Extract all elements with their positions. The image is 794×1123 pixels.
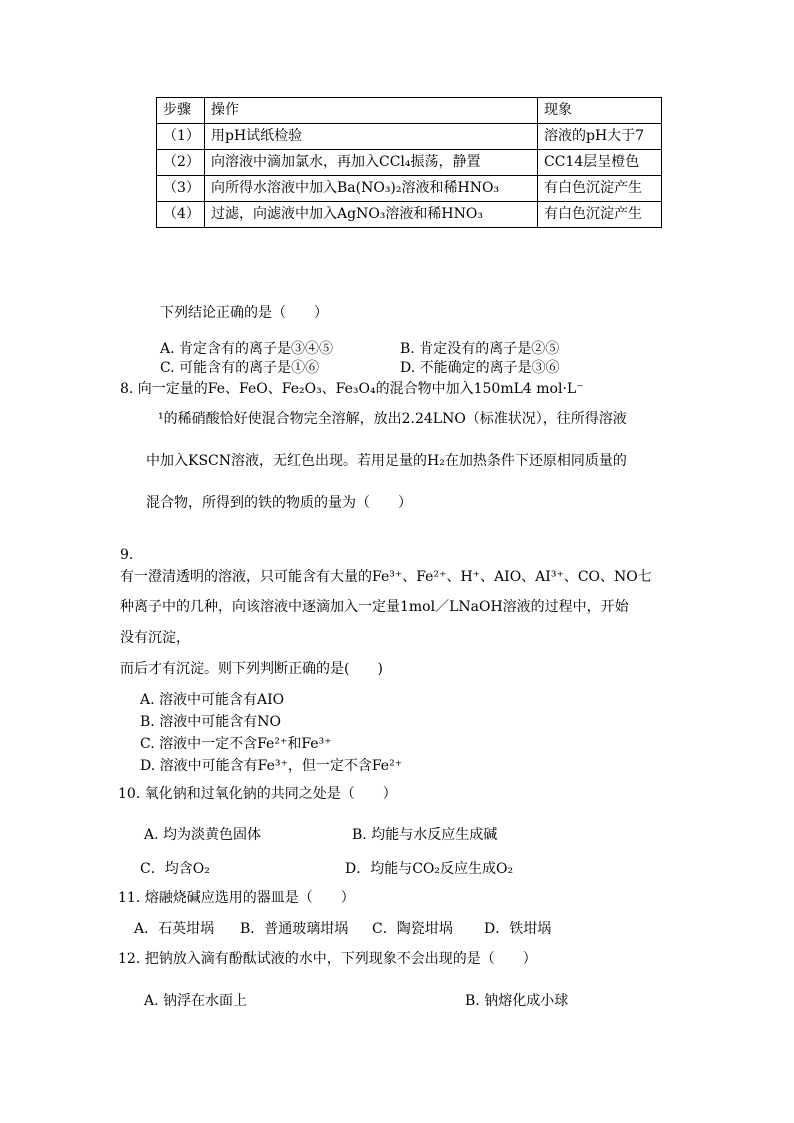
operation-cell: 过滤，向滤液中加入AgNO₃溶液和稀HNO₃ (205, 202, 538, 228)
q7-option-c: C. 可能含有的离子是①⑥ (160, 360, 320, 376)
q11-option-d: D．铁坩埚 (484, 921, 552, 937)
q10-prompt: 10. 氧化钠和过氧化钠的共同之处是（ ） (118, 786, 397, 802)
q8-line-1: 8. 向一定量的Fe、FeO、Fe₂O₃、Fe₃O₄的混合物中加入150mL4 mol·L⁻ (120, 381, 584, 397)
table-row (157, 176, 662, 202)
phenomenon-cell: 有白色沉淀产生 (538, 176, 662, 202)
q9-line-1: 有一澄清透明的溶液，只可能含有大量的Fe³⁺、Fe²⁺、H⁺、AIO、AI³⁺、CO、NO七 (120, 569, 652, 585)
operation-cell: 用pH试纸检验 (205, 124, 538, 150)
q11-option-c: C．陶瓷坩埚 (372, 921, 453, 937)
operation-cell: 向溶液中滴加氯水，再加入CCl₄振荡，静置 (205, 150, 538, 176)
q9-line-4: 而后才有沉淀。则下列判断正确的是( ) (120, 661, 383, 677)
table-row (157, 124, 662, 150)
q12-option-b: B. 钠熔化成小球 (465, 993, 569, 1009)
step-cell: （4） (157, 202, 205, 228)
table-header-row (157, 98, 662, 124)
q11-prompt: 11. 熔融烧碱应选用的器皿是（ ） (118, 890, 355, 906)
q7-option-b: B. 肯定没有的离子是②⑤ (400, 341, 560, 357)
table-row (157, 202, 662, 228)
q9-option-d: D. 溶液中可能含有Fe³⁺，但一定不含Fe²⁺ (140, 758, 403, 774)
q9-line-3: 没有沉淀， (120, 630, 190, 646)
phenomenon-cell: 有白色沉淀产生 (538, 202, 662, 228)
step-cell: （3） (157, 176, 205, 202)
step-cell: （1） (157, 124, 205, 150)
q8-line-3: 中加入KSCN溶液，无红色出现。若用足量的H₂在加热条件下还原相同质量的 (146, 453, 627, 469)
q10-option-a: A. 均为淡黄色固体 (144, 827, 262, 843)
table-row (157, 150, 662, 176)
phenomenon-cell: 溶液的pH大于7 (538, 124, 662, 150)
q7-option-a: A. 肯定含有的离子是③④⑤ (160, 341, 334, 357)
q9-option-b: B. 溶液中可能含有NO (140, 714, 281, 730)
q10-option-b: B. 均能与水反应生成碱 (352, 827, 498, 843)
q9-option-a: A. 溶液中可能含有AIO (140, 692, 285, 708)
header-step: 步骤 (157, 98, 205, 124)
q7-option-d: D. 不能确定的离子是③⑥ (400, 360, 560, 376)
q11-option-b: B．普通玻璃坩埚 (240, 921, 349, 937)
q10-option-d: D．均能与CO₂反应生成O₂ (345, 861, 514, 877)
q9-line-2: 种离子中的几种，向该溶液中逐滴加入一定量1mol／LNaOH溶液的过程中，开始 (120, 599, 629, 615)
step-cell: （2） (157, 150, 205, 176)
q12-prompt: 12. 把钠放入滴有酚酞试液的水中，下列现象不会出现的是（ ） (118, 951, 537, 967)
q12-option-a: A. 钠浮在水面上 (144, 993, 248, 1009)
operation-cell: 向所得水溶液中加入Ba(NO₃)₂溶液和稀HNO₃ (205, 176, 538, 202)
q9-option-c: C. 溶液中一定不含Fe²⁺和Fe³⁺ (140, 736, 332, 752)
q7-prompt: 下列结论正确的是（ ） (160, 305, 328, 321)
q11-option-a: A．石英坩埚 (134, 921, 215, 937)
q8-line-4: 混合物，所得到的铁的物质的量为（ ） (146, 495, 412, 511)
phenomenon-cell: CC14层呈橙色 (538, 150, 662, 176)
q8-line-2: ¹的稀硝酸恰好使混合物完全溶解，放出2.24LNO（标准状况），往所得溶液 (158, 411, 627, 427)
q9-number: 9. (120, 547, 134, 563)
header-phenomenon: 现象 (538, 98, 662, 124)
experiment-table (156, 97, 662, 228)
q10-option-c: C．均含O₂ (140, 861, 210, 877)
header-operation: 操作 (205, 98, 538, 124)
